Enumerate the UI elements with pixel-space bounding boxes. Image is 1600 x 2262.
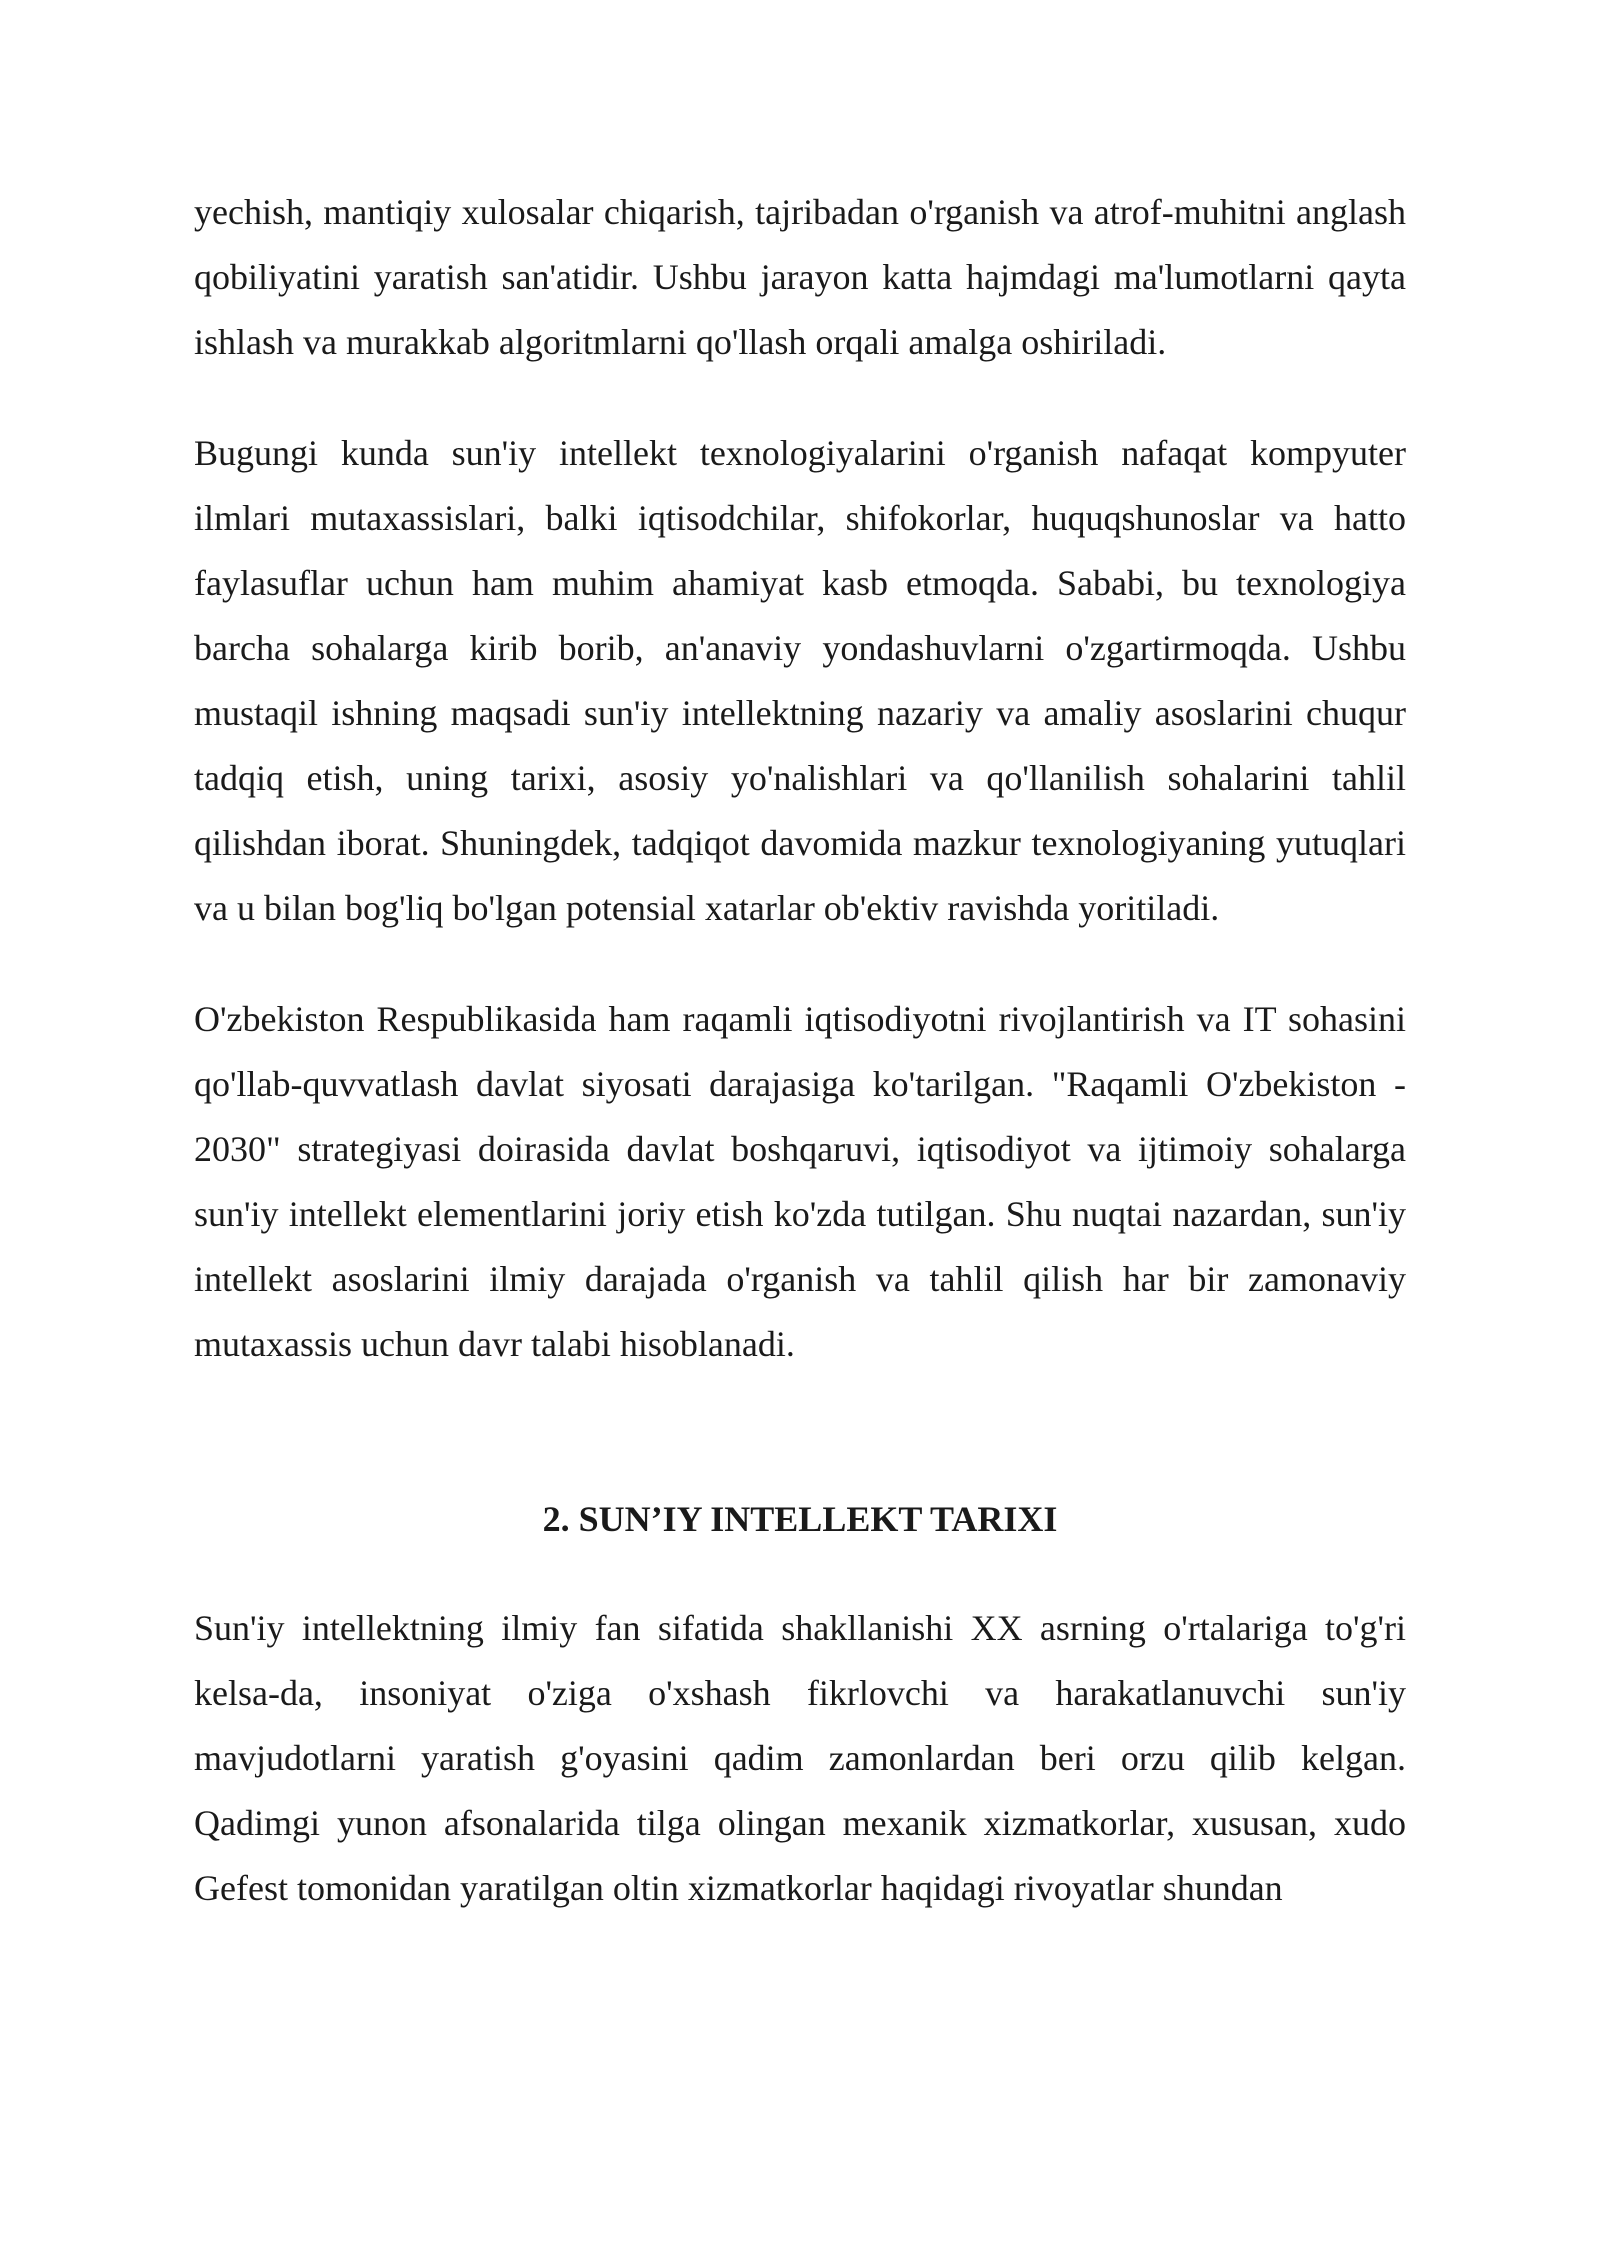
- paragraph-uzbekistan: O'zbekiston Respublikasida ham raqamli iqtisodiyotni rivojlantirish va IT sohasini qo'llab-quvvatlash davlat siyosati darajasiga ko'tarilgan. "Raqamli O'zbekiston - 2030" strategiyasi doirasida davlat boshqaruvi, iqtisodiyot va ijtimoiy sohalarga sun'iy intellekt elementlarini joriy etish ko'zda tutilgan. Shu nuqtai nazardan, sun'iy intellekt asoslarini ilmiy darajada o'rganish va tahlil qilish har bir zamonaviy mutaxassis uchun davr talabi hisoblanadi.: [194, 999, 1406, 1364]
- document-body: [194, 180, 1406, 1921]
- section-heading: 2. SUN’IY INTELLEKT TARIXI: [542, 1499, 1058, 1539]
- paragraph-history: Sun'iy intellektning ilmiy fan sifatida shakllanishi XX asrning o'rtalariga to'g'ri kelsa-da, insoniyat o'ziga o'xshash fikrlovchi va harakatlanuvchi sun'iy mavjudotlarni yaratish g'oyasini qadim zamonlardan beri orzu qilib kelgan. Qadimgi yunon afsonalarida tilga olingan mexanik xizmatkorlar, xususan, xudo Gefest tomonidan yaratilgan oltin xizmatkorlar haqidagi rivoyatlar shundan: [194, 1608, 1406, 1908]
- paragraph-purpose: Bugungi kunda sun'iy intellekt texnologiyalarini o'rganish nafaqat kompyuter ilmlari mutaxassislari, balki iqtisodchilar, shifokorlar, huquqshunoslar va hatto faylasuflar uchun ham muhim ahamiyat kasb etmoqda. Sababi, bu texnologiya barcha sohalarga kirib borib, an'anaviy yondashuvlarni o'zgartirmoqda. Ushbu mustaqil ishning maqsadi sun'iy intellektning nazariy va amaliy asoslarini chuqur tadqiq etish, uning tarixi, asosiy yo'nalishlari va qo'llanilish sohalarini tahlil qilishdan iborat. Shuningdek, tadqiqot davomida mazkur texnologiyaning yutuqlari va u bilan bog'liq bo'lgan potensial xatarlar ob'ektiv ravishda yoritiladi.: [194, 433, 1406, 928]
- paragraph-continuation: yechish, mantiqiy xulosalar chiqarish, tajribadan o'rganish va atrof-muhitni anglash qobiliyatini yaratish san'atidir. Ushbu jarayon katta hajmdagi ma'lumotlarni qayta ishlash va murakkab algoritmlarni qo'llash orqali amalga oshiriladi.: [194, 192, 1406, 362]
